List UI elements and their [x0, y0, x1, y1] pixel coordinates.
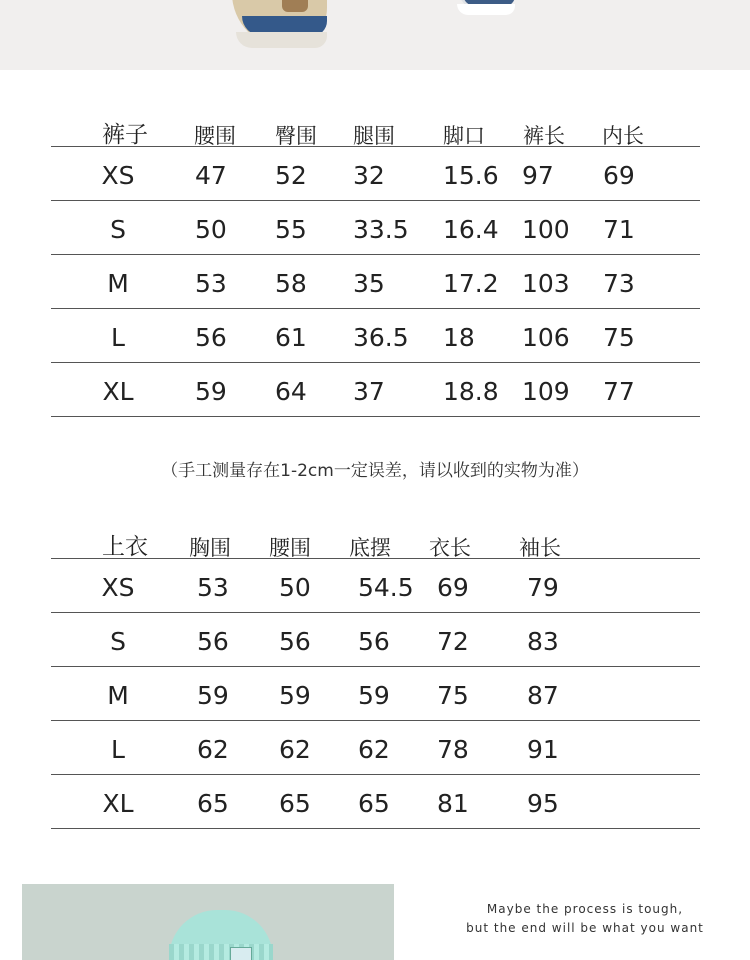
- top-value-cell: 53: [197, 573, 229, 602]
- top-value-cell: 56: [358, 627, 390, 656]
- pants-size-cell: XL: [102, 377, 134, 406]
- top-value-cell: 65: [197, 789, 229, 818]
- pants-value-cell: 17.2: [443, 269, 499, 298]
- pants-value-cell: 53: [195, 269, 227, 298]
- pants-size-cell: XS: [101, 161, 135, 190]
- top-value-cell: 72: [437, 627, 469, 656]
- top-value-cell: 83: [527, 627, 559, 656]
- right-sneaker-image: [455, 0, 515, 15]
- pants-header-cell: 内长: [602, 124, 644, 148]
- pants-row: [51, 363, 700, 417]
- pants-value-cell: 64: [275, 377, 307, 406]
- pants-header-cell: 腿围: [353, 124, 395, 148]
- top-value-cell: 79: [527, 573, 559, 602]
- top-value-cell: 62: [279, 735, 311, 764]
- top-value-cell: 59: [358, 681, 390, 710]
- pants-size-cell: S: [110, 215, 126, 244]
- pants-value-cell: 97: [522, 161, 554, 190]
- top-header-cell: 衣长: [429, 536, 471, 560]
- top-header-cell: 底摆: [349, 536, 391, 560]
- pants-value-cell: 59: [195, 377, 227, 406]
- pants-value-cell: 56: [195, 323, 227, 352]
- pants-size-cell: M: [107, 269, 129, 298]
- pants-value-cell: 50: [195, 215, 227, 244]
- top-header-cell: 腰围: [269, 536, 311, 560]
- pants-header-cell: 腰围: [194, 124, 236, 148]
- top-value-cell: 81: [437, 789, 469, 818]
- pants-header-cell: 裤长: [523, 124, 565, 148]
- top-value-cell: 65: [279, 789, 311, 818]
- top-row: [51, 667, 700, 721]
- pants-row: [51, 309, 700, 363]
- pants-value-cell: 71: [603, 215, 635, 244]
- top-value-cell: 62: [197, 735, 229, 764]
- quote-line-1: Maybe the process is tough,: [486, 902, 684, 916]
- left-sneaker-image: [232, 0, 327, 48]
- top-header-cell: 袖长: [519, 536, 561, 560]
- pants-value-cell: 32: [353, 161, 385, 190]
- pants-header-row: [51, 110, 700, 147]
- top-size-cell: M: [107, 681, 129, 710]
- pants-value-cell: 35: [353, 269, 385, 298]
- quote-line-2: but the end will be what you want: [466, 921, 704, 935]
- top-product-photo: [0, 0, 750, 70]
- pants-value-cell: 33.5: [353, 215, 409, 244]
- top-value-cell: 54.5: [358, 573, 414, 602]
- top-value-cell: 56: [279, 627, 311, 656]
- top-row: [51, 721, 700, 775]
- pants-value-cell: 75: [603, 323, 635, 352]
- pants-row: [51, 255, 700, 309]
- pants-row: [51, 147, 700, 201]
- measurement-note: （手工测量存在1-2cm一定误差，请以收到的实物为准）: [161, 461, 589, 481]
- pants-value-cell: 58: [275, 269, 307, 298]
- pants-value-cell: 61: [275, 323, 307, 352]
- top-row: [51, 775, 700, 829]
- top-size-cell: S: [110, 627, 126, 656]
- top-size-cell: L: [111, 735, 125, 764]
- top-value-cell: 62: [358, 735, 390, 764]
- pants-header-cell: 脚口: [443, 124, 485, 148]
- top-size-cell: XS: [101, 573, 135, 602]
- pants-header-cell: 臀围: [275, 124, 317, 148]
- pants-value-cell: 55: [275, 215, 307, 244]
- pants-size-cell: L: [111, 323, 125, 352]
- pants-value-cell: 77: [603, 377, 635, 406]
- pants-value-cell: 73: [603, 269, 635, 298]
- top-value-cell: 69: [437, 573, 469, 602]
- pants-value-cell: 18.8: [443, 377, 499, 406]
- top-value-cell: 87: [527, 681, 559, 710]
- top-value-cell: 95: [527, 789, 559, 818]
- pants-value-cell: 69: [603, 161, 635, 190]
- pants-value-cell: 47: [195, 161, 227, 190]
- pants-value-cell: 18: [443, 323, 475, 352]
- pants-row: [51, 201, 700, 255]
- model-photo: [22, 884, 394, 960]
- top-value-cell: 75: [437, 681, 469, 710]
- top-value-cell: 56: [197, 627, 229, 656]
- top-value-cell: 78: [437, 735, 469, 764]
- top-value-cell: 59: [279, 681, 311, 710]
- pants-value-cell: 103: [522, 269, 570, 298]
- pants-value-cell: 109: [522, 377, 570, 406]
- pants-header-cell: 裤子: [102, 122, 148, 148]
- pants-value-cell: 16.4: [443, 215, 499, 244]
- top-value-cell: 59: [197, 681, 229, 710]
- top-row: [51, 613, 700, 667]
- top-header-row: [51, 522, 700, 559]
- top-value-cell: 50: [279, 573, 311, 602]
- top-row: [51, 559, 700, 613]
- top-value-cell: 91: [527, 735, 559, 764]
- pants-value-cell: 106: [522, 323, 570, 352]
- top-header-cell: 上衣: [102, 534, 148, 560]
- top-size-cell: XL: [102, 789, 134, 818]
- top-value-cell: 65: [358, 789, 390, 818]
- pants-value-cell: 37: [353, 377, 385, 406]
- top-header-cell: 胸围: [189, 536, 231, 560]
- pants-value-cell: 36.5: [353, 323, 409, 352]
- pants-value-cell: 52: [275, 161, 307, 190]
- pants-value-cell: 100: [522, 215, 570, 244]
- pants-value-cell: 15.6: [443, 161, 499, 190]
